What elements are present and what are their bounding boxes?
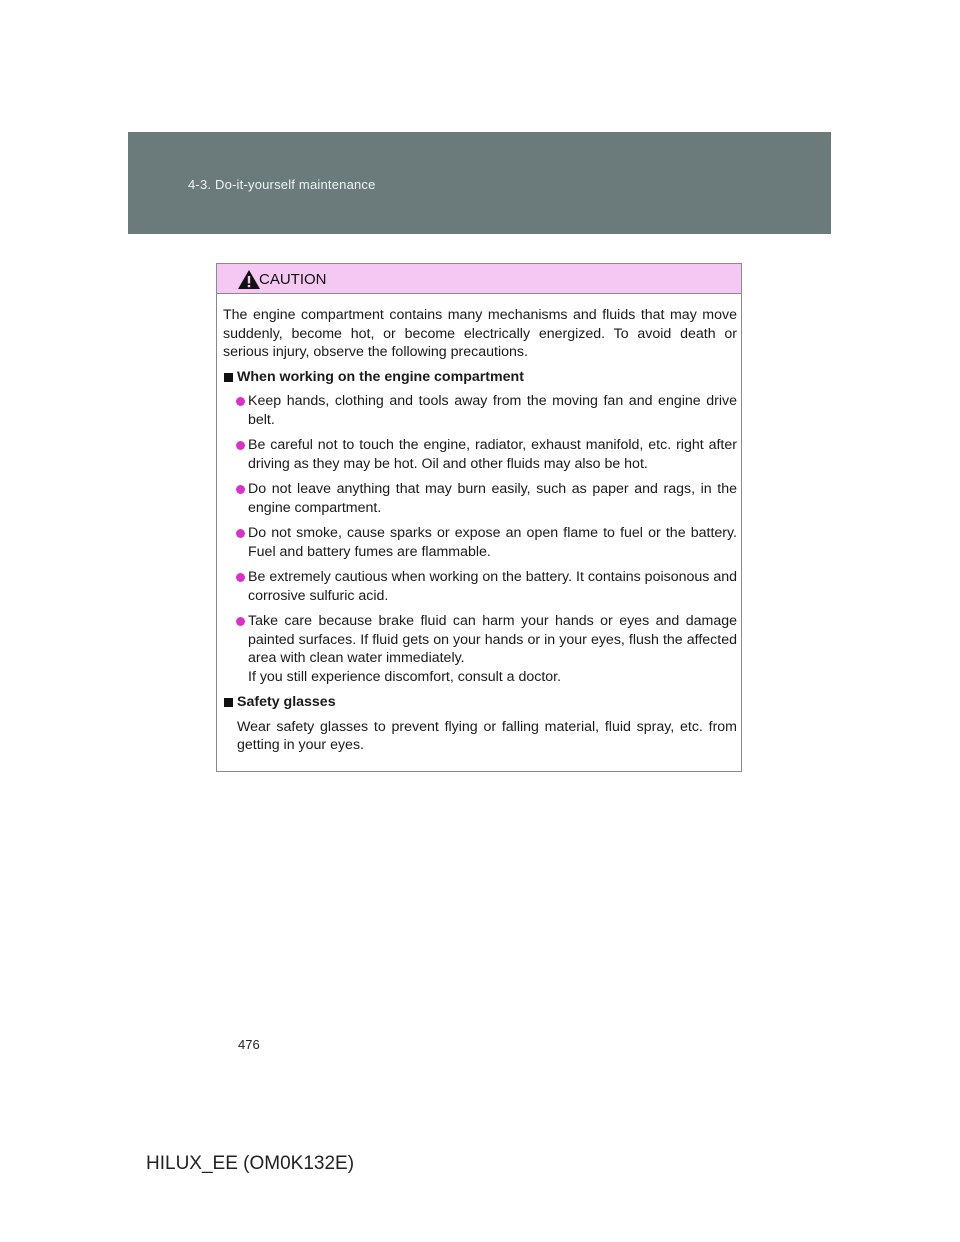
section-heading: When working on the engine compartment	[223, 368, 737, 387]
document-code: HILUX_EE (OM0K132E)	[146, 1153, 355, 1174]
bullet-dot-icon	[236, 529, 245, 538]
warning-triangle-icon	[237, 269, 261, 290]
bullet-dot-icon	[236, 485, 245, 494]
caution-box	[216, 263, 742, 772]
bullet-dot-icon	[236, 441, 245, 450]
square-bullet-icon	[224, 698, 233, 707]
bullet-dot-icon	[236, 397, 245, 406]
square-bullet-icon	[224, 373, 233, 382]
list-item: Keep hands, clothing and tools away from the moving fan and engine drive belt.	[223, 392, 737, 429]
page-number: 476	[238, 1037, 260, 1052]
caution-body	[217, 294, 741, 755]
bullet-dot-icon	[236, 573, 245, 582]
list-item: Do not smoke, cause sparks or expose an open flame to fuel or the battery. Fuel and battery fumes are flammable.	[223, 524, 737, 561]
section-title: 4-3. Do-it-yourself maintenance	[188, 177, 376, 192]
list-item-note: If you still experience discomfort, consult a doctor.	[248, 668, 562, 685]
section-header-band	[128, 132, 831, 234]
list-item: Be careful not to touch the engine, radiator, exhaust manifold, etc. right after driving as they may be hot. Oil and other fluids may also be hot.	[223, 436, 737, 473]
bullet-dot-icon	[236, 617, 245, 626]
caution-intro: The engine compartment contains many mechanisms and fluids that may move suddenly, become hot, or become electrically energized. To avoid death or serious injury, observe the following precautions.	[223, 307, 737, 360]
section-heading: Safety glasses	[223, 693, 737, 712]
caution-header	[217, 264, 741, 294]
list-item: Do not leave anything that may burn easily, such as paper and rags, in the engine compartment.	[223, 480, 737, 517]
list-item: Be extremely cautious when working on the battery. It contains poisonous and corrosive sulfuric acid.	[223, 568, 737, 605]
caution-title: CAUTION	[259, 271, 327, 288]
list-item: Take care because brake fluid can harm your hands or eyes and damage painted surfaces. If fluid gets on your hands or in your eyes, flush the affected area with clean water immediately. If you still experience discomfort, consult a doctor.	[223, 612, 737, 686]
safety-glasses-text: Wear safety glasses to prevent flying or falling material, fluid spray, etc. from getting in your eyes.	[237, 718, 737, 753]
